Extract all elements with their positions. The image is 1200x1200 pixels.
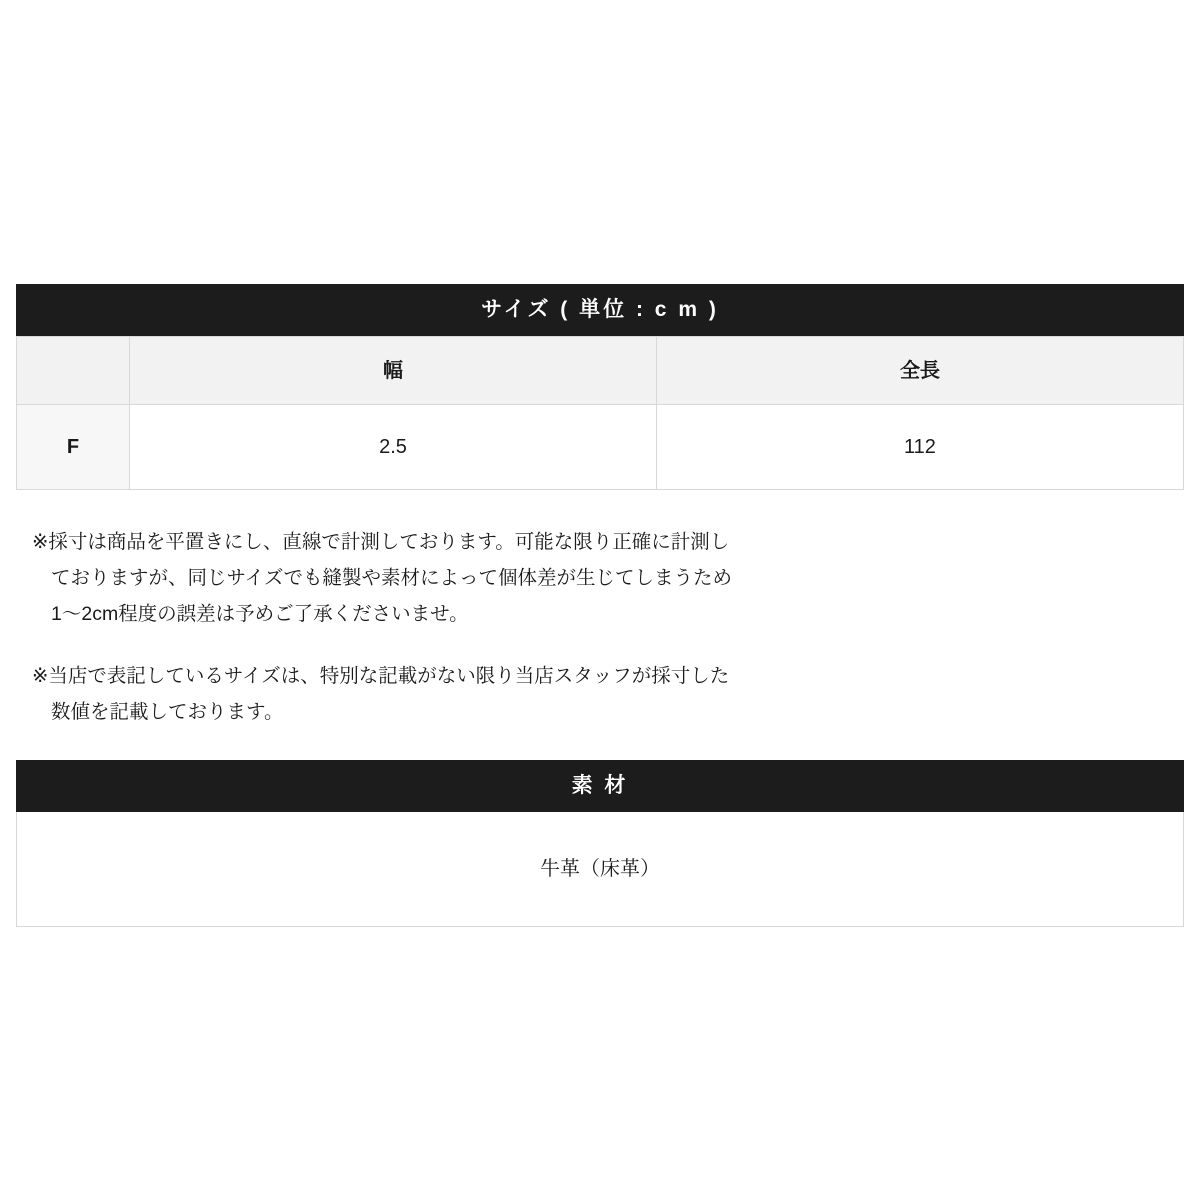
note-line: ておりますが、同じサイズでも縫製や素材によって個体差が生じてしまうため <box>51 567 732 590</box>
measurement-notes <box>32 524 1162 730</box>
column-header-length: 全長 <box>657 337 1184 405</box>
size-table-head <box>17 337 1184 405</box>
material-value: 牛革（床革） <box>16 812 1184 927</box>
size-section <box>16 284 1184 490</box>
material-section-title: 素 材 <box>16 760 1184 812</box>
size-table-corner-cell <box>17 337 130 405</box>
size-table-body <box>17 405 1184 490</box>
size-section-title: サイズ ( 単位 : c m ) <box>16 284 1184 336</box>
note-measurement <box>32 524 1162 632</box>
cell-width: 2.5 <box>130 405 657 490</box>
row-header-size: F <box>17 405 130 490</box>
note-staff-measured <box>32 658 1162 730</box>
material-section <box>16 760 1184 927</box>
note-line: ※当店で表記しているサイズは、特別な記載がない限り当店スタッフが採寸した <box>32 665 730 688</box>
table-header-row <box>17 337 1184 405</box>
note-line: 数値を記載しております。 <box>51 701 284 724</box>
cell-length: 112 <box>657 405 1184 490</box>
note-line: ※採寸は商品を平置きにし、直線で計測しております。可能な限り正確に計測し <box>32 531 730 553</box>
note-line: 1〜2cm程度の誤差は予めご了承くださいませ。 <box>51 603 469 626</box>
column-header-width: 幅 <box>130 337 657 405</box>
table-row <box>17 405 1184 490</box>
size-table <box>16 336 1184 490</box>
